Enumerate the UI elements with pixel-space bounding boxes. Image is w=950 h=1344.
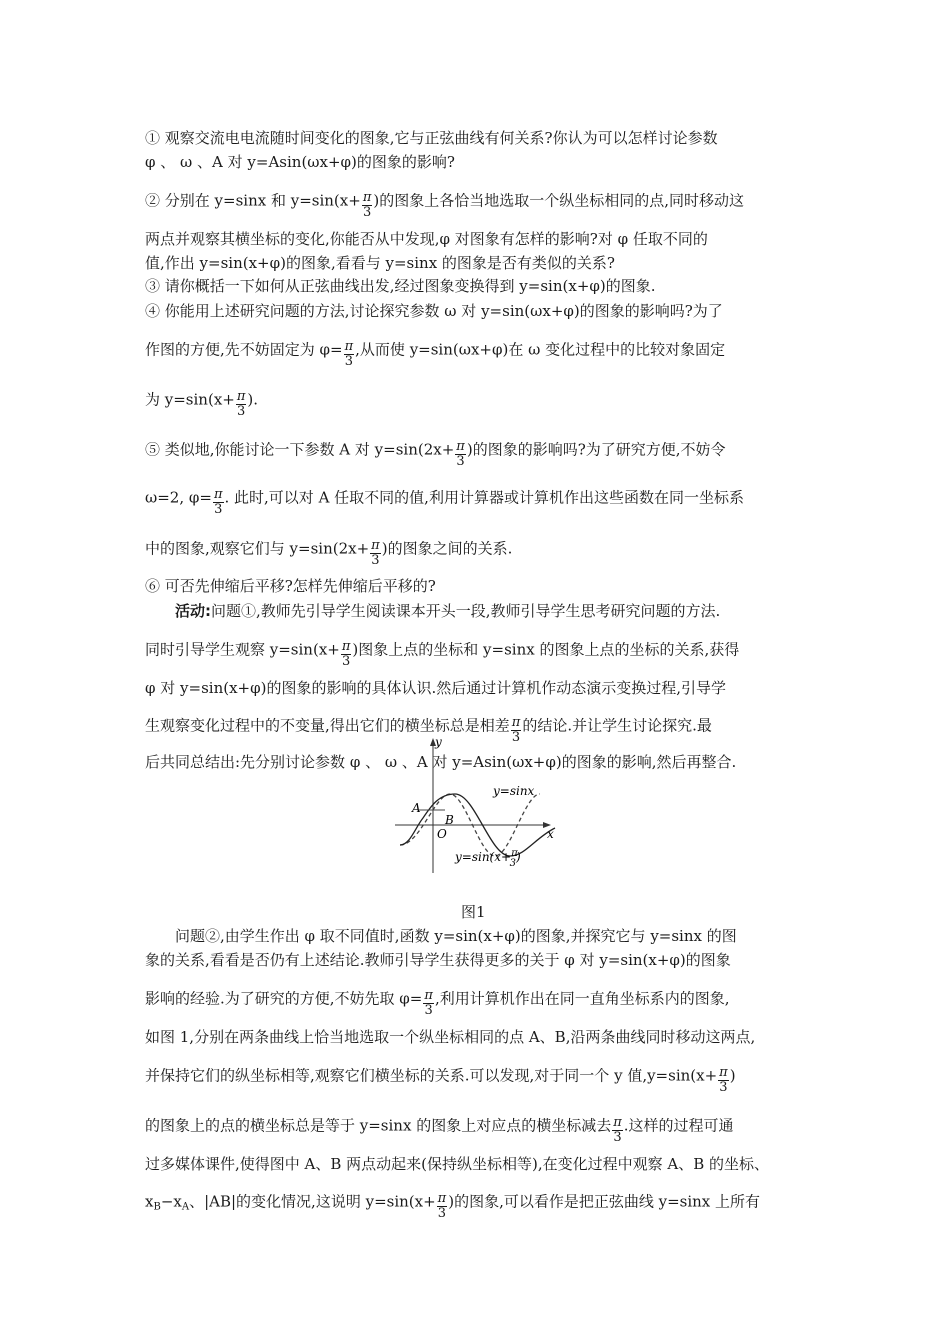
xa-subscript: A	[181, 1201, 190, 1213]
origin-label: O	[437, 827, 447, 841]
q4-line-3	[145, 386, 259, 419]
fraction-numerator: π	[371, 538, 380, 553]
q1-line-2: φ 、 ω 、A 对 y=Asin(ωx+φ)的图象的影响?	[145, 153, 455, 171]
pi-over-3-fraction	[362, 191, 373, 220]
fraction-denominator: 3	[456, 454, 465, 469]
x-axis-label: x	[547, 827, 554, 841]
pi-over-3-fraction	[341, 640, 352, 669]
pi-over-3-fraction	[344, 340, 355, 369]
q2ans-line-1: 问题②,由学生作出 φ 取不同值时,函数 y=sin(x+φ)的图象,并探究它与 y=sinx 的图	[175, 927, 737, 945]
q2-line-2: 两点并观察其横坐标的变化,你能否从中发现,φ 对图象有怎样的影响?对 φ 任取不同的	[145, 230, 708, 248]
q5-line-3-b: )的图象之间的关系.	[381, 539, 513, 558]
y-axis-label: y	[435, 738, 442, 749]
fraction-denominator: 3	[214, 502, 223, 517]
fraction-numerator: π	[613, 1115, 622, 1130]
fraction-numerator: π	[511, 715, 521, 730]
pi-over-3-fraction	[437, 1192, 448, 1221]
activity-line-5: 后共同总结出:先分别讨论参数 φ 、 ω 、A 对 y=Asin(ωx+φ)的图象的影响,然后再整合.	[145, 753, 737, 771]
q4-line-1: ④ 你能用上述研究问题的方法,讨论探究参数 ω 对 y=sin(ωx+φ)的图象的影响吗?为了	[145, 302, 723, 320]
q2ans-line-5-b: )	[729, 1066, 736, 1085]
pi-over-3-fraction	[213, 488, 224, 517]
pi-over-3-fraction	[236, 390, 247, 419]
minus-xa-symbol: −x	[160, 1192, 182, 1211]
activity-line-1-text: 问题①,教师先引导学生阅读课本开头一段,教师引导学生思考研究问题的方法.	[211, 602, 721, 620]
q4-line-3-b: ).	[247, 390, 259, 409]
q6-line-1: ⑥ 可否先伸缩后平移?怎样先伸缩后平移的?	[145, 577, 436, 595]
q2ans-line-8	[145, 1188, 761, 1221]
q5-line-3	[145, 535, 513, 568]
q4-line-2	[145, 336, 726, 369]
point-b-label: B	[445, 813, 454, 827]
q2ans-line-6-b: .这样的过程可通	[623, 1116, 734, 1135]
fraction-numerator: π	[213, 487, 223, 502]
q5-line-2	[145, 484, 744, 517]
q4-line-3-a: 为 y=sin(x+	[145, 390, 235, 409]
pi-over-3-fraction	[423, 989, 434, 1018]
q2ans-line-5-a: 并保持它们的纵坐标相等,观察它们横坐标的关系.可以发现,对于同一个 y 值,y=sin(x+	[145, 1066, 718, 1085]
fraction-denominator: 3	[362, 205, 372, 220]
q2-line-1	[145, 187, 744, 220]
figure-caption: 图1	[461, 903, 486, 921]
fraction-denominator: 3	[341, 654, 351, 669]
dashed-curve-label	[454, 848, 521, 869]
q1-line-1: ① 观察交流电电流随时间变化的图象,它与正弦曲线有何关系?你认为可以怎样讨论参数	[145, 129, 718, 147]
q2-line-3: 值,作出 y=sin(x+φ)的图象,看看与 y=sinx 的图象是否有类似的关系?	[145, 254, 615, 272]
activity-line-2-a: 同时引导学生观察 y=sin(x+	[145, 640, 340, 659]
q3-line-1: ③ 请你概括一下如何从正弦曲线出发,经过图象变换得到 y=sin(x+φ)的图象.	[145, 277, 656, 295]
activity-line-2-b: )图象上点的坐标和 y=sinx 的图象上点的坐标的关系,获得	[352, 640, 740, 659]
fraction-denominator: 3	[437, 1206, 447, 1221]
fraction-numerator: π	[236, 389, 246, 404]
q2ans-line-8-b: )的图象,可以看作是把正弦曲线 y=sinx 上所有	[448, 1192, 761, 1211]
q5-line-1-b: )的图象的影响吗?为了研究方便,不妨令	[466, 440, 726, 459]
activity-line-4	[145, 712, 712, 745]
q5-line-1	[145, 436, 726, 469]
dashed-curve-label-denominator: 3	[509, 858, 517, 869]
q5-line-3-a: 中的图象,观察它们与 y=sin(2x+	[145, 539, 370, 558]
activity-line-1	[175, 601, 720, 621]
activity-line-4-b: 的结论.并让学生讨论探究.最	[522, 716, 712, 735]
q2-line-1-a: ② 分别在 y=sinx 和 y=sin(x+	[145, 191, 361, 210]
q4-line-2-a: 作图的方便,先不妨固定为 φ=	[145, 340, 343, 359]
xb-subscript: B	[153, 1201, 161, 1213]
q2ans-line-7: 过多媒体课件,使得图中 A、B 两点动起来(保持纵坐标相等),在变化过程中观察 A、B 的坐标、	[145, 1155, 770, 1173]
fraction-denominator: 3	[424, 1003, 433, 1018]
point-a-label: A	[412, 801, 421, 815]
q2ans-line-3-a: 影响的经验.为了研究的方便,不妨先取 φ=	[145, 989, 423, 1008]
q2ans-line-3	[145, 985, 730, 1018]
fraction-denominator: 3	[371, 553, 380, 568]
pi-over-3-fraction	[718, 1066, 729, 1095]
fraction-numerator: π	[341, 639, 351, 654]
q4-line-2-b: ,从而使 y=sin(ωx+φ)在 ω 变化过程中的比较对象固定	[355, 340, 726, 359]
q2ans-line-6	[145, 1112, 734, 1145]
q2ans-line-4: 如图 1,分别在两条曲线上恰当地选取一个纵坐标相同的点 A、B,沿两条曲线同时移动这两点,	[145, 1028, 756, 1046]
solid-curve-label: y=sinx	[493, 784, 535, 798]
fraction-denominator: 3	[344, 354, 354, 369]
dashed-curve-label-numerator: π	[511, 848, 518, 859]
q5-line-2-b: . 此时,可以对 A 任取不同的值,利用计算器或计算机作出这些函数在同一坐标系	[224, 488, 744, 507]
q2ans-line-8-a: 、|AB|的变化情况,这说明 y=sin(x+	[189, 1192, 436, 1211]
pi-over-3-fraction	[455, 440, 466, 469]
q2ans-line-2: 象的关系,看看是否仍有上述结论.教师引导学生获得更多的关于 φ 对 y=sin(x+φ)的图象	[145, 951, 731, 969]
activity-line-3: φ 对 y=sin(x+φ)的图象的影响的具体认识.然后通过计算机作动态演示变换过程,引导学	[145, 679, 727, 697]
fraction-denominator: 3	[511, 730, 521, 745]
pi-over-3-fraction	[612, 1116, 623, 1145]
fraction-denominator: 3	[719, 1080, 728, 1095]
q5-line-2-a: ω=2, φ=	[145, 488, 212, 507]
sine-shift-figure	[395, 738, 560, 878]
xb-symbol: x	[145, 1192, 154, 1211]
fraction-numerator: π	[456, 439, 465, 454]
fraction-numerator: π	[719, 1065, 728, 1080]
fraction-numerator: π	[437, 1191, 447, 1206]
dashed-curve-label-prefix: y=sin(x+	[455, 850, 512, 864]
activity-line-2	[145, 636, 740, 669]
activity-line-4-a: 生观察变化过程中的不变量,得出它们的横坐标总是相差	[145, 716, 510, 735]
q2-line-1-b: )的图象上各恰当地选取一个纵坐标相同的点,同时移动这	[373, 191, 744, 210]
fraction-numerator: π	[344, 339, 354, 354]
fraction-numerator: π	[424, 988, 433, 1003]
q2ans-line-5	[145, 1062, 736, 1095]
fraction-numerator: π	[362, 190, 372, 205]
activity-label: 活动:	[175, 602, 211, 620]
pi-over-3-fraction	[370, 539, 381, 568]
q2ans-line-3-b: ,利用计算机作出在同一直角坐标系内的图象,	[434, 989, 730, 1008]
fraction-denominator: 3	[236, 404, 246, 419]
dashed-curve-label-suffix: )	[516, 850, 521, 864]
fraction-denominator: 3	[613, 1130, 622, 1145]
q5-line-1-a: ⑤ 类似地,你能讨论一下参数 A 对 y=sin(2x+	[145, 440, 455, 459]
q2ans-line-6-a: 的图象上的点的横坐标总是等于 y=sinx 的图象上对应点的横坐标减去	[145, 1116, 612, 1135]
